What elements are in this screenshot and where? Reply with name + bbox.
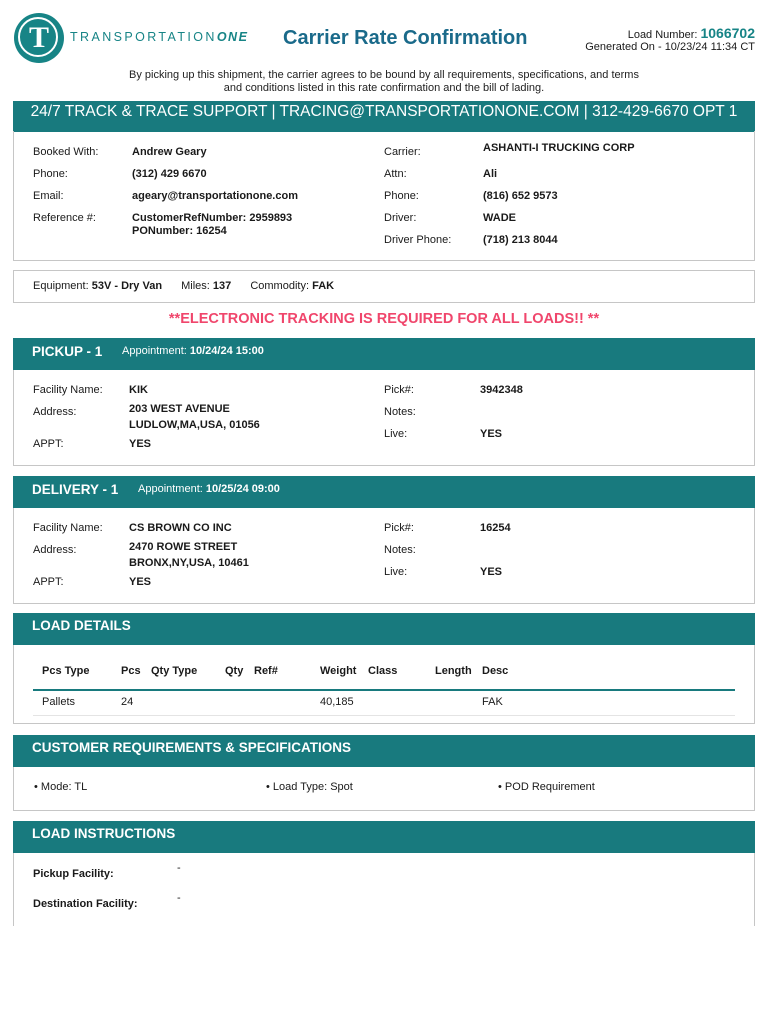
col-header-qty: Qty [225,665,244,677]
delivery-address-label: Address: [33,544,77,556]
load-details-header [13,613,755,645]
pickup-appt-value: YES [129,438,152,450]
broker-phone-value: (312) 429 6670 [132,168,207,180]
booked-with-value: Andrew Geary [132,146,207,158]
reference-value-1: CustomerRefNumber: 2959893 [132,212,293,224]
pickup-facility-value: KIK [129,384,148,396]
requirement-item: • Load Type: Spot [266,781,353,793]
requirement-item: • POD Requirement [498,781,595,793]
attn-value: Ali [483,168,498,180]
cell-pcs-type: Pallets [42,696,76,708]
pickup-live-value: YES [480,428,503,440]
col-header-pcs-type: Pcs Type [42,665,90,677]
col-header-length: Length [435,665,472,677]
instructions-box [13,853,755,926]
driver-phone-value: (718) 213 8044 [483,234,558,246]
reference-value-2: PONumber: 16254 [132,225,227,237]
reference-label: Reference #: [33,212,96,224]
page-header [0,0,768,70]
pickup-pick-label: Pick#: [384,384,414,396]
pickup-facility-label: Facility Name: [33,384,103,396]
broker-email-value: ageary@transportationone.com [132,190,298,202]
miles-value: 137 [212,280,232,292]
requirements-title: CUSTOMER REQUIREMENTS & SPECIFICATIONS [32,740,352,755]
col-header-qty-type: Qty Type [151,665,198,677]
pickup-facility-instruction-label: Pickup Facility: [33,868,114,880]
logo-wordmark: TRANSPORTATIONONE [70,30,249,44]
requirement-item: • Mode: TL [34,781,88,793]
broker-carrier-box [13,131,755,261]
col-header-pcs: Pcs [121,665,141,677]
pickup-address-line2: LUDLOW,MA,USA, 01056 [129,419,260,431]
delivery-box [13,508,755,604]
requirements-box [13,767,755,811]
instructions-header [13,821,755,853]
equipment-value: 53V - Dry Van [91,280,163,292]
cell-pcs: 24 [121,696,134,708]
agreement-text: By picking up this shipment, the carrier agrees to be bound by all requirements, specifications, and terms and conditions listed in this rate confirmation and the bill of lading. [129,69,639,94]
instructions-title: LOAD INSTRUCTIONS [32,826,176,841]
delivery-appt-label: APPT: [33,576,64,588]
pickup-title: PICKUP - 1 [32,344,103,359]
track-trace-bar: 24/7 TRACK & TRACE SUPPORT | TRACING@TRANSPORTATIONONE.COM | 312-429-6670 OPT 1 [13,101,755,132]
driver-value: WADE [483,212,516,224]
carrier-phone-value: (816) 652 9573 [483,190,558,202]
cell-desc: FAK [482,696,503,708]
driver-phone-label: Driver Phone: [384,234,452,246]
pickup-facility-instruction-value: - [177,862,181,874]
delivery-address-line1: 2470 ROWE STREET [129,541,238,553]
carrier-phone-label: Phone: [384,190,419,202]
logo-icon: T [28,21,49,54]
booked-with-label: Booked With: [33,146,99,158]
carrier-value: ASHANTI-I TRUCKING CORP [483,142,635,154]
attn-label: Attn: [384,168,407,180]
pickup-address-line1: 203 WEST AVENUE [129,403,230,415]
col-header-class: Class [368,665,398,677]
col-header-desc: Desc [482,665,509,677]
destination-facility-instruction-label: Destination Facility: [33,898,138,910]
page-title: Carrier Rate Confirmation [283,27,528,49]
destination-facility-instruction-value: - [177,892,181,904]
commodity-value: FAK [312,280,335,292]
carrier-label: Carrier: [384,146,421,158]
pickup-pick-value: 3942348 [480,384,523,396]
load-details-title: LOAD DETAILS [32,618,131,633]
equipment-line: Equipment: 53V - Dry Van Miles: 137 Commodity: FAK [33,280,335,292]
broker-phone-label: Phone: [33,168,68,180]
cell-weight: 40,185 [320,696,354,708]
pickup-appt-label: APPT: [33,438,64,450]
delivery-notes-label: Notes: [384,544,416,556]
delivery-facility-label: Facility Name: [33,522,103,534]
driver-label: Driver: [384,212,417,224]
load-number-value: 1066702 [700,25,755,41]
pickup-notes-label: Notes: [384,406,416,418]
delivery-address-line2: BRONX,NY,USA, 10461 [129,557,249,569]
requirements-header [13,735,755,767]
pickup-live-label: Live: [384,428,408,440]
delivery-facility-value: CS BROWN CO INC [129,522,232,534]
pickup-box [13,370,755,466]
table-header-divider [33,689,735,691]
delivery-pick-value: 16254 [480,522,511,534]
delivery-title: DELIVERY - 1 [32,482,119,497]
delivery-pick-label: Pick#: [384,522,414,534]
delivery-header [13,476,755,508]
pickup-address-label: Address: [33,406,77,418]
delivery-appt-value: YES [129,576,152,588]
generated-on: Generated On - 10/23/24 11:34 CT [585,41,755,53]
tracking-warning: **ELECTRONIC TRACKING IS REQUIRED FOR ALL LOADS!! ** [168,311,600,327]
delivery-live-label: Live: [384,566,408,578]
col-header-weight: Weight [320,665,357,677]
delivery-appointment: Appointment: 10/25/24 09:00 [138,483,280,495]
pickup-header [13,338,755,370]
load-details-box [13,645,755,724]
broker-email-label: Email: [33,190,64,202]
col-header-ref: Ref# [254,665,278,677]
table-row-divider [33,715,735,716]
pickup-appointment: Appointment: 10/24/24 15:00 [122,345,264,357]
equipment-box [13,270,755,303]
load-number: Load Number: 1066702 [627,25,755,41]
delivery-live-value: YES [480,566,503,578]
